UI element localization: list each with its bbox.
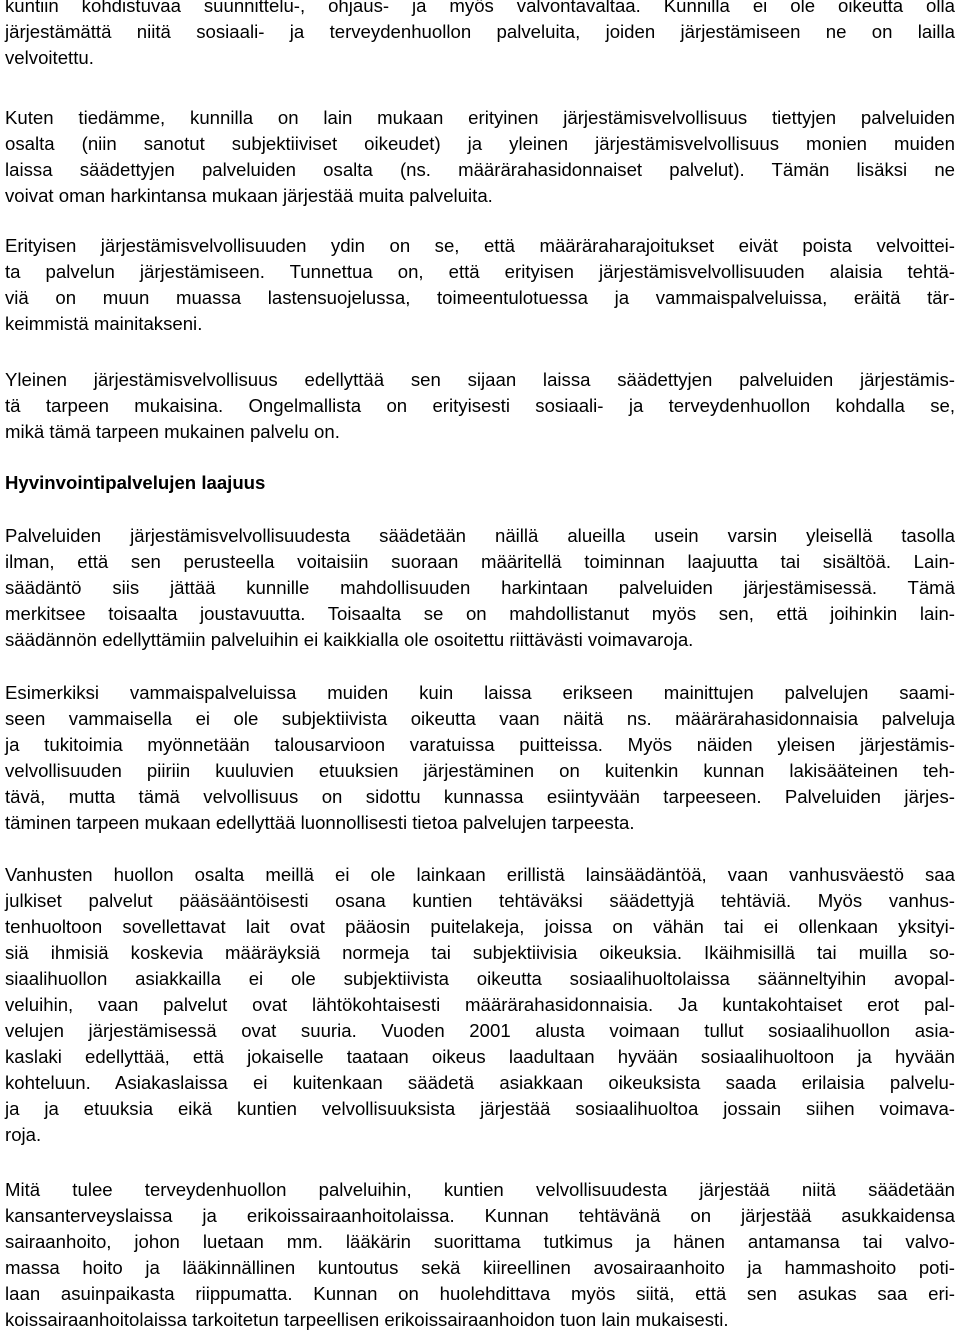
text-line: säädäntö siis jättää kunnille mahdollisuuden harkintaan palveluiden järjestämisessä. Tämä: [5, 577, 955, 598]
text-line: keimmistä mainitakseni.: [5, 313, 203, 334]
text-line: velvoitettu.: [5, 47, 94, 68]
text-line: osalta (niin sanotut subjektiiviset oikeudet) ja yleinen järjestämisvelvollisuus monien muiden: [5, 133, 955, 154]
text-line: ja ja etuuksia eikä kuntien velvollisuuksista järjestää sosiaalihuoltoa jossain siihen voimava-: [5, 1098, 955, 1119]
text-line: Vanhusten huollon osalta meillä ei ole lainkaan erillistä lainsäädäntöä, vaan vanhusväestö saa: [5, 864, 955, 885]
text-line: Palveluiden järjestämisvelvollisuudesta säädetään näillä alueilla usein varsin yleisellä tasolla: [5, 525, 955, 546]
text-line: mikä tämä tarpeen mukainen palvelu on.: [5, 421, 340, 442]
text-line: tä tarpeen mukaisina. Ongelmallista on erityisesti sosiaali- ja terveydenhuollon kohdalla se,: [5, 395, 955, 416]
text-line: Yleinen järjestämisvelvollisuus edellyttää sen sijaan laissa säädettyjen palveluiden järjestämis-: [5, 369, 955, 390]
paragraph: [5, 367, 955, 445]
text-line: täminen tarpeen mukaan edellyttää luonnollisesti tietoa palvelujen tarpeesta.: [5, 812, 635, 833]
text-line: tenhuoltoon sovellettavat lait ovat pääosin puitelakeja, joissa on vähän tai ei ollenkaan yksityi-: [5, 916, 955, 937]
text-line: velujen järjestämisessä ovat suuria. Vuoden 2001 alusta voimaan tullut sosiaalihuollon asia-: [5, 1020, 955, 1041]
text-line: seen vammaisella ei ole subjektiivista oikeutta vaan näitä ns. määrärahasidonnaisia palveluja: [5, 708, 955, 729]
paragraph: [5, 523, 955, 653]
text-line: kaslaki edellyttää, että jokaiselle taataan oikeus laadultaan hyvään sosiaalihuoltoon ja hyvään: [5, 1046, 955, 1067]
text-line: kuntiin kohdistuvaa suunnittelu-, ohjaus- ja myös valvontavaltaa. Kunnilla ei ole oikeutta olla: [5, 0, 955, 16]
text-line: Esimerkiksi vammaispalveluissa muiden kuin laissa erikseen mainittujen palvelujen saami-: [5, 682, 955, 703]
text-line: massa hoito ja lääkinnällinen kuntoutus sekä kiireellinen avosairaanhoito ja hammashoito poti-: [5, 1257, 955, 1278]
paragraph: [5, 0, 955, 71]
paragraph: [5, 105, 955, 209]
text-line: voivat oman harkintansa mukaan järjestää muita palveluita.: [5, 185, 493, 206]
text-line: siä ihmisiä koskevia määräyksiä normeja tai subjektiivisia oikeuksia. Ikäihmisillä tai muilla so-: [5, 942, 955, 963]
text-line: viä on muun muassa lastensuojelussa, toimeentulotuessa ja vammaispalveluissa, eräitä tär-: [5, 287, 955, 308]
text-line: sairaanhoito, johon luetaan mm. lääkärin suorittama tutkimus ja hänen antamansa tai valvo-: [5, 1231, 955, 1252]
text-line: koissairaanhoitolaissa tarkoitetun tarpeellisen erikoissairaanhoidon tuon lain mukaisesti.: [5, 1309, 729, 1330]
text-line: tävä, mutta tämä velvollisuus on sidottu kunnassa esiintyvään tarpeeseen. Palveluiden järjes-: [5, 786, 955, 807]
text-line: veluihin, vaan palvelut ovat lähtökohtaisesti määrärahasidonnaisia. Ja kuntakohtaiset erot pal-: [5, 994, 955, 1015]
text-line: siaalihuollon asiakkailla ei ole subjektiivista oikeutta sosiaalihuoltolaissa säänneltyihin avopal-: [5, 968, 955, 989]
text-line: laan asuinpaikasta riippumatta. Kunnan on huolehdittava myös siitä, että sen asukas saa eri-: [5, 1283, 955, 1304]
paragraph: [5, 680, 955, 836]
text-line: ilman, että sen perusteella voitaisiin suoraan määritellä toiminnan laajuutta tai sisältöä. Lain-: [5, 551, 955, 572]
text-line: velvollisuuden piiriin kuuluvien etuuksien järjestäminen on kuitenkin kunnan lakisääteinen teh-: [5, 760, 955, 781]
text-line: Erityisen järjestämisvelvollisuuden ydin on se, että määräraharajoitukset eivät poista velvoittei-: [5, 235, 955, 256]
text-line: Kuten tiedämme, kunnilla on lain mukaan erityinen järjestämisvelvollisuus tiettyjen palveluiden: [5, 107, 955, 128]
text-line: merkitsee toisaalta joustavuutta. Toisaalta se on mahdollistanut myös sen, että joihinkin lain-: [5, 603, 955, 624]
paragraph: [5, 862, 955, 1148]
text-line: laissa säädettyjen palveluiden osalta (ns. määrärahasidonnaiset palvelut). Tämän lisäksi ne: [5, 159, 955, 180]
text-line: Mitä tulee terveydenhuollon palveluihin, kuntien velvollisuudesta järjestää niitä säädetään: [5, 1179, 955, 1200]
section-heading: [5, 470, 955, 496]
paragraph: [5, 1177, 955, 1333]
text-line: kohteluun. Asiakaslaissa ei kuitenkaan säädetä asiakkaan oikeuksista saada erilaisia palvelu-: [5, 1072, 955, 1093]
text-line: säädännön edellyttämiin palveluihin ei kaikkialla ole osoitettu riittävästi voimavaroja.: [5, 629, 694, 650]
text-line: kansanterveyslaissa ja erikoissairaanhoitolaissa. Kunnan tehtävänä on järjestää asukkaidensa: [5, 1205, 955, 1226]
heading-text: Hyvinvointipalvelujen laajuus: [5, 472, 266, 493]
paragraph: [5, 233, 955, 337]
text-line: roja.: [5, 1124, 42, 1145]
text-line: julkiset palvelut pääsääntöisesti osana kuntien tehtäväksi säädettyjä tehtäviä. Myös vanhus-: [5, 890, 955, 911]
text-line: ta palvelun järjestämiseen. Tunnettua on, että erityisen järjestämisvelvollisuuden alaisia tehtä-: [5, 261, 955, 282]
text-line: ja tukitoimia myönnetään talousarvioon varatuissa puitteissa. Myös näiden yleisen järjestämis-: [5, 734, 955, 755]
text-line: järjestämättä niitä sosiaali- ja terveydenhuollon palveluita, joiden järjestämiseen ne on lailla: [5, 21, 955, 42]
